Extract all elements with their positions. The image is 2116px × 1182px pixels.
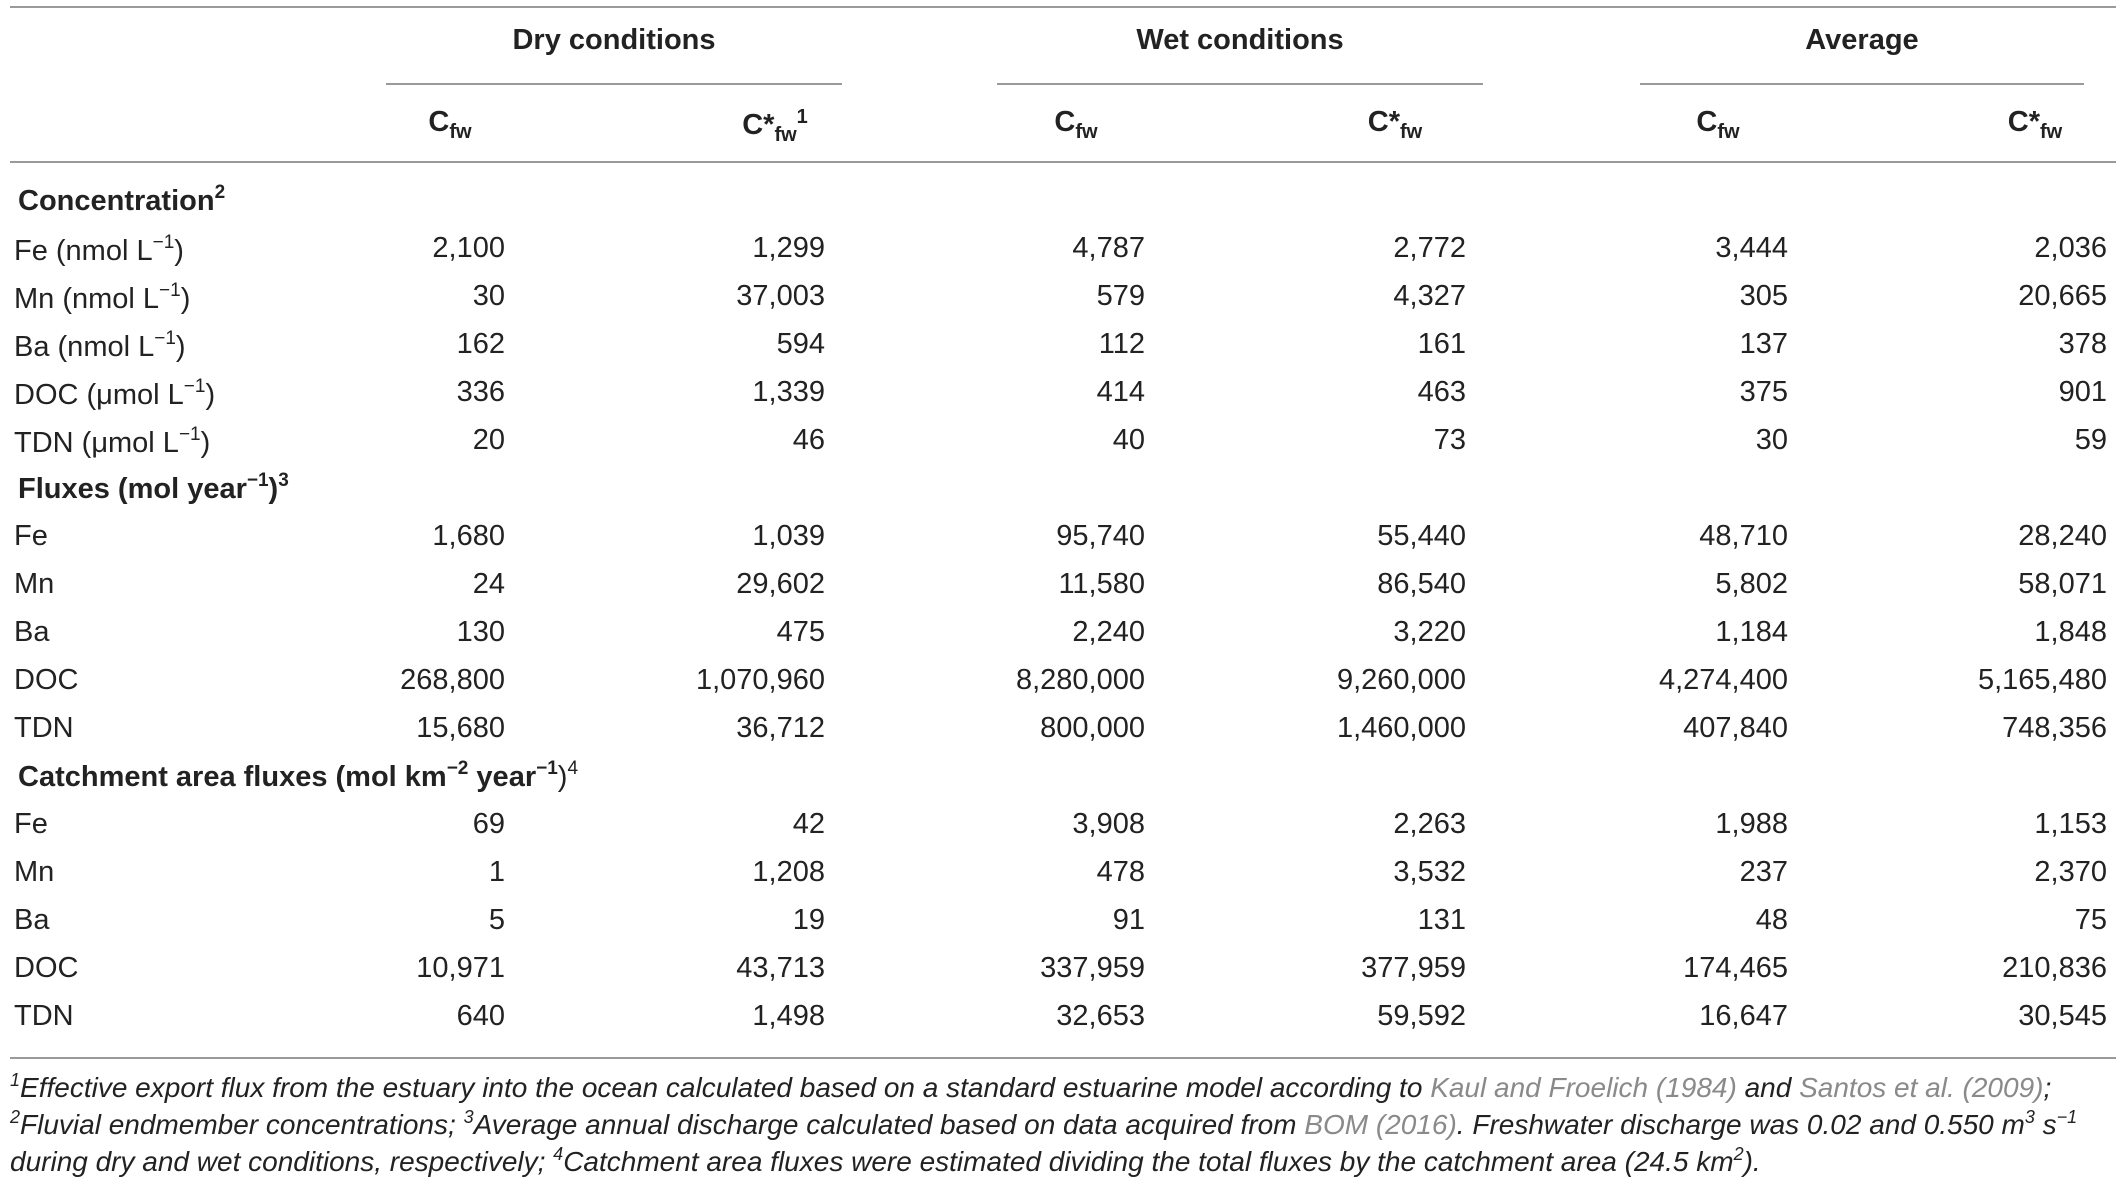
cell: 3,908 (1072, 808, 1145, 840)
cell: 337,959 (1040, 952, 1145, 984)
cell: 1,988 (1715, 808, 1788, 840)
cell: 30 (1755, 424, 1788, 456)
header-rule (10, 161, 2116, 163)
cell: 73 (1433, 424, 1466, 456)
cell: 32,653 (1056, 1000, 1145, 1032)
cell: 161 (1417, 328, 1466, 360)
cell: 1,153 (2034, 808, 2107, 840)
row-label: Ba (14, 904, 50, 936)
cell: 305 (1739, 280, 1788, 312)
table-row (0, 328, 2116, 376)
cell: 800,000 (1040, 712, 1145, 744)
cell: 4,787 (1072, 232, 1145, 264)
cell: 4,327 (1393, 280, 1466, 312)
table-row (0, 712, 2116, 760)
cell: 8,280,000 (1015, 664, 1145, 696)
cell: 1 (488, 856, 505, 888)
table-row (0, 232, 2116, 280)
footnote-line-3: during dry and wet conditions, respectively; $^4$Catchment area fluxes were estimated dividing the total fluxes by the catchment area (24.5 $km^2$). (10, 1144, 1761, 1177)
table-row (0, 1000, 2116, 1048)
row-label: TDN (14, 712, 74, 744)
group-header-wet: Wet conditions (1136, 24, 1344, 56)
footnote-line-2: $^2$Fluvial endmember concentrations; $^3$Average annual discharge calculated based on data acquired from BOM (2016). Freshwater discharge was 0.02 and 0.550 $m^3$ $s^{-1}$ (10, 1107, 2078, 1140)
cell: 10,971 (416, 952, 505, 984)
cell: 36,712 (736, 712, 825, 744)
row-label: Fe (14, 520, 48, 552)
cell: 1,339 (752, 376, 825, 408)
cell: 375 (1739, 376, 1788, 408)
cell: 377,959 (1361, 952, 1466, 984)
cell: 48,710 (1699, 520, 1788, 552)
table-row (0, 664, 2116, 712)
cell: 28,240 (2018, 520, 2107, 552)
row-label: Mn (14, 568, 55, 600)
table-row (0, 616, 2116, 664)
row-label: Mn (nmol $L^{-1}$) (14, 280, 191, 315)
cell: 1,848 (2034, 616, 2107, 648)
cell: 20,665 (2018, 280, 2107, 312)
cell: 40 (1112, 424, 1145, 456)
group-header-dry: Dry conditions (512, 24, 716, 56)
cell: 112 (1098, 328, 1145, 360)
cell: 268,800 (400, 664, 505, 696)
row-label: Fe (14, 808, 48, 840)
row-label: DOC (14, 664, 79, 696)
cell: 69 (472, 808, 505, 840)
reference-link[interactable]: Kaul and Froelich (1984) (1430, 1072, 1737, 1103)
group-underline-wet (997, 83, 1483, 85)
cell: 2,100 (432, 232, 505, 264)
cell: 579 (1096, 280, 1145, 312)
row-label: DOC (μmol $L^{-1}$) (14, 376, 216, 411)
cell: 2,036 (2034, 232, 2107, 264)
cell: 3,220 (1393, 616, 1466, 648)
cell: 414 (1096, 376, 1145, 408)
table-row (0, 568, 2116, 616)
col-header-dry-cstarfw: $C*_{fw}^1$ (742, 106, 808, 146)
top-rule (10, 6, 2116, 8)
cell: 5 (488, 904, 505, 936)
section-title-concentration: Concentration$^2$ (18, 182, 226, 217)
section-title-fluxes: Fluxes (mol year$^{-1}$)$^3$ (18, 470, 289, 505)
cell: 11,580 (1058, 568, 1145, 600)
bottom-rule (10, 1057, 2116, 1059)
cell: 748,356 (2002, 712, 2107, 744)
row-label: Ba (14, 616, 50, 648)
cell: 1,498 (752, 1000, 825, 1032)
cell: 2,772 (1393, 232, 1466, 264)
table-row (0, 520, 2116, 568)
table-row (0, 280, 2116, 328)
cell: 2,263 (1393, 808, 1466, 840)
cell: 131 (1417, 904, 1466, 936)
section-title-catchment-fluxes: Catchment area fluxes (mol $km^{-2}$ year$^{-1}$)$^4$ (18, 758, 579, 793)
row-label: Ba (nmol $L^{-1}$) (14, 328, 186, 363)
cell: 594 (776, 328, 825, 360)
col-header-avg-cfw: $C_{fw}$ (1696, 106, 1740, 143)
row-label: DOC (14, 952, 79, 984)
cell: 30 (472, 280, 505, 312)
col-header-wet-cstarfw: $C*_{fw}$ (1367, 106, 1423, 143)
cell: 59 (2074, 424, 2107, 456)
row-label: Fe (nmol $L^{-1}$) (14, 232, 184, 267)
reference-link[interactable]: BOM (2016) (1304, 1109, 1457, 1140)
cell: 2,240 (1072, 616, 1145, 648)
cell: 1,460,000 (1336, 712, 1466, 744)
cell: 15,680 (416, 712, 505, 744)
table-row (0, 808, 2116, 856)
cell: 1,184 (1715, 616, 1788, 648)
cell: 237 (1739, 856, 1788, 888)
cell: 19 (792, 904, 825, 936)
cell: 3,444 (1715, 232, 1788, 264)
cell: 640 (456, 1000, 505, 1032)
table-row (0, 856, 2116, 904)
cell: 24 (472, 568, 505, 600)
cell: 2,370 (2034, 856, 2107, 888)
group-underline-dry (386, 83, 842, 85)
cell: 378 (2058, 328, 2107, 360)
cell: 55,440 (1377, 520, 1466, 552)
cell: 463 (1417, 376, 1466, 408)
cell: 162 (456, 328, 505, 360)
cell: 3,532 (1393, 856, 1466, 888)
group-header-average: Average (1805, 24, 1919, 56)
cell: 58,071 (2018, 568, 2107, 600)
cell: 20 (472, 424, 505, 456)
row-label: Mn (14, 856, 55, 888)
cell: 478 (1096, 856, 1145, 888)
cell: 59,592 (1377, 1000, 1466, 1032)
col-header-wet-cfw: $C_{fw}$ (1054, 106, 1098, 143)
cell: 1,039 (752, 520, 825, 552)
cell: 407,840 (1683, 712, 1788, 744)
group-underline-average (1640, 83, 2084, 85)
row-label: TDN (μmol $L^{-1}$) (14, 424, 211, 459)
cell: 42 (792, 808, 825, 840)
footnote-line-1: $^1$Effective export flux from the estuary into the ocean calculated based on a standard estuarine model according to Kaul and Froelich (1984) and Santos et al. (2009); (10, 1070, 2052, 1103)
cell: 86,540 (1377, 568, 1466, 600)
table-row (0, 424, 2116, 472)
cell: 48 (1755, 904, 1788, 936)
cell: 1,208 (752, 856, 825, 888)
cell: 30,545 (2018, 1000, 2107, 1032)
cell: 46 (792, 424, 825, 456)
cell: 9,260,000 (1336, 664, 1466, 696)
cell: 4,274,400 (1658, 664, 1788, 696)
cell: 210,836 (2002, 952, 2107, 984)
cell: 29,602 (736, 568, 825, 600)
cell: 5,165,480 (1977, 664, 2107, 696)
cell: 1,070,960 (695, 664, 825, 696)
cell: 130 (456, 616, 505, 648)
cell: 1,299 (752, 232, 825, 264)
row-label: TDN (14, 1000, 74, 1032)
col-header-avg-cstarfw: $C*_{fw}$ (2007, 106, 2063, 143)
cell: 95,740 (1056, 520, 1145, 552)
table-row (0, 376, 2116, 424)
cell: 174,465 (1683, 952, 1788, 984)
table-row (0, 952, 2116, 1000)
cell: 475 (776, 616, 825, 648)
cell: 16,647 (1699, 1000, 1788, 1032)
cell: 137 (1739, 328, 1788, 360)
col-header-dry-cfw: $C_{fw}$ (428, 106, 472, 143)
table-row (0, 904, 2116, 952)
cell: 1,680 (432, 520, 505, 552)
cell: 91 (1112, 904, 1145, 936)
cell: 43,713 (736, 952, 825, 984)
cell: 901 (2058, 376, 2107, 408)
cell: 5,802 (1715, 568, 1788, 600)
reference-link[interactable]: Santos et al. (2009) (1799, 1072, 2044, 1103)
cell: 336 (456, 376, 505, 408)
cell: 75 (2074, 904, 2107, 936)
cell: 37,003 (736, 280, 825, 312)
